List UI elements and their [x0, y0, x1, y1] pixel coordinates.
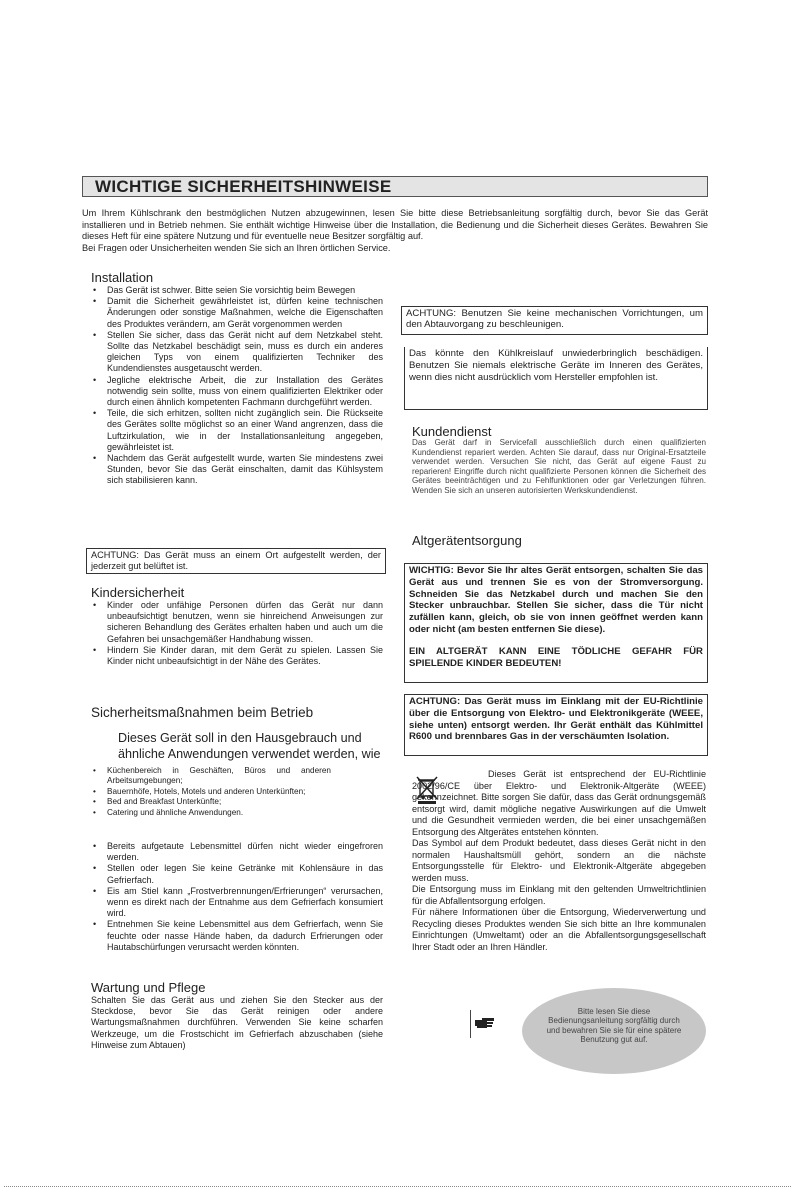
weee-paragraph: Das Symbol auf dem Produkt bedeutet, dass dieses Gerät nicht in den normalen Haushaltsmüll gehört, sondern an die nächste Entsorgungsstelle für Elektro- und Elektronik-Altgeräte abgegeben werden muss.: [412, 838, 706, 883]
list-item: • Stellen Sie sicher, dass das Gerät nicht auf dem Netzkabel steht. Sollte das Netzkabel beschädigt sein, muss es durch ein anderes gleichen Typs von einem qualifizierten Techniker des Kundendienstes ausgetauscht werden.: [91, 330, 383, 375]
list-item: • Bed and Breakfast Unterkünfte;: [91, 797, 331, 807]
kundendienst-heading: Kundendienst: [412, 424, 492, 439]
installation-heading: Installation: [91, 270, 154, 285]
pointing-hand-icon: [474, 1016, 496, 1030]
uses-list: [91, 766, 331, 818]
list-item: • Kinder oder unfähige Personen dürfen das Gerät nur dann unbeaufsichtigt benutzen, wenn sie hinreichend Anweisungen zur sicheren Behandlung des Gerätes erhalten haben und auch um die Gefahren bei unsachgemäßer Handhabung wissen.: [91, 600, 383, 645]
list-item: • Eis am Stiel kann „Frostverbrennungen/Erfrierungen“ verursachen, wenn es direkt nach der Entnahme aus dem Gefrierfach konsumiert wird.: [91, 886, 383, 920]
divider: [470, 1010, 471, 1038]
intro-paragraph: Um Ihrem Kühlschrank den bestmöglichen Nutzen abzugewinnen, lesen Sie bitte diese Betriebsanleitung sorgfältig durch, bevor Sie das Gerät installieren und in Betrieb nehmen. Sie enthält wichtige Hinweise über die Installation, die Bedienung und die Sicherheit dieses Gerätes. Bewahren Sie dieses Heft für eine spätere Nutzung und für eventuelle neue Besitzer sorgfältig auf.: [82, 208, 708, 242]
intro-text: [82, 208, 708, 254]
intro-paragraph: Bei Fragen oder Unsicherheiten wenden Sie sich an Ihren örtlichen Service.: [82, 242, 391, 253]
betrieb-list: [91, 841, 383, 953]
weee-paragraph: Für nähere Informationen über die Entsorgung, Wiederverwertung und Recycling dieses Produktes wenden Sie sich bitte an Ihre kommunalen Einrichtungen (Umweltamt) oder an die Abfallentsorgungsgesellschaft Ihrer Stadt oder an Ihren Händler.: [412, 907, 706, 952]
betrieb-lead: Dieses Gerät soll in den Hausgebrauch und ähnliche Anwendungen verwendet werden, wie: [118, 731, 381, 761]
list-item: • Bauernhöfe, Hotels, Motels und anderen Unterkünften;: [91, 787, 331, 797]
list-item: • Teile, die sich erhitzen, sollten nicht zugänglich sein. Die Rückseite des Gerätes sollte möglichst so an einer Wand angrenzen, dass die Luftzirkulation, wie in der Installationsanleitung angegeben, gewährleistet ist.: [91, 408, 383, 453]
betrieb-heading: Sicherheitsmaßnahmen beim Betrieb: [91, 705, 314, 720]
altgeraet-warnung: WICHTIG: Bevor Sie Ihr altes Gerät entsorgen, schalten Sie das Gerät aus und trennen Sie es von der Stromversorgung. Schneiden Sie das Netzkabel durch und machen Sie den Stecker unbrauchbar. Stellen Sie sicher, dass die Tür nicht zufällen kann, gleich, ob sie von innen geöffnet werden kann oder nicht (am besten entfernen Sie diese).: [409, 565, 703, 635]
altgeraet-box: [404, 563, 708, 683]
list-item: • Nachdem das Gerät aufgestellt wurde, warten Sie mindestens zwei Stunden, bevor Sie das Gerät einschalten, damit das Kühlsystem sich stabilisieren kann.: [91, 453, 383, 487]
altgeraet-heading: Altgerätentsorgung: [412, 533, 522, 548]
weee-intro: Dieses Gerät ist entsprechend der EU-Richtlinie 2002/96/CE über Elektro- und Elektronik-Altgeräte (WEEE) gekennzeichnet. Bitte sorgen Sie dafür, dass das Gerät ordnungsgemäß entsorgt wird, damit mögliche negative Auswirkungen auf die Umwelt und die Gesundheit vermieden werden, die bei einer unsachgemäßen Entsorgung des Altgerätes entstehen könnten.: [412, 769, 706, 837]
hint-ellipse: Bitte lesen Sie diese Bedienungsanleitung sorgfältig durch und bewahren Sie sie für eine spätere Benutzung gut auf.: [522, 988, 706, 1074]
kinder-heading: Kindersicherheit: [91, 585, 185, 600]
wartung-heading: Wartung und Pflege: [91, 980, 206, 995]
achtung-location-box: ACHTUNG: Das Gerät muss an einem Ort aufgestellt werden, der jederzeit gut belüftet ist.: [86, 548, 386, 574]
kinder-list: [91, 600, 383, 667]
eu-richtlinie-box: ACHTUNG: Das Gerät muss im Einklang mit der EU-Richtlinie über die Entsorgung von Elektro- und Elektronikgeräte (WEEE, siehe unten) entsorgt werden. Ihr Gerät enthält das Kühlmittel R600 und brennbares Gas in der verschäumten Isolation.: [404, 694, 708, 756]
list-item: • Bereits aufgetaute Lebensmittel dürfen nicht wieder eingefroren werden.: [91, 841, 383, 863]
kundendienst-text: Das Gerät darf in Servicefall ausschließlich durch einen qualifizierten Kundendienst repariert werden. Achten Sie darauf, dass nur Original-Ersatzteile verwendet werden. Versuchen Sie nicht, das Gerät auf eigene Faust zu reparieren! Eingriffe durch nicht qualifizierte Personen können die Sicherheit des Gerätes beeinträchtigen und zu Fehlfunktionen oder gar Verletzungen führen. Wenden Sie sich an unseren autorisierten Werkskundendienst.: [412, 438, 706, 495]
bottom-dotted-line: [4, 1186, 791, 1187]
list-item: • Hindern Sie Kinder daran, mit dem Gerät zu spielen. Lassen Sie Kinder nicht unbeaufsichtigt in der Nähe des Gerätes.: [91, 645, 383, 667]
altgeraet-gefahr: EIN ALTGERÄT KANN EINE TÖDLICHE GEFAHR FÜR SPIELENDE KINDER BEDEUTEN!: [409, 645, 703, 669]
list-item: • Stellen oder legen Sie keine Getränke mit Kohlensäure in das Gefrierfach.: [91, 863, 383, 885]
list-item: • Küchenbereich in Geschäften, Büros und anderen Arbeitsumgebungen;: [91, 766, 331, 787]
page-title: WICHTIGE SICHERHEITSHINWEISE: [82, 176, 708, 197]
list-item: • Catering und ähnliche Anwendungen.: [91, 808, 331, 818]
list-item: • Das Gerät ist schwer. Bitte seien Sie vorsichtig beim Bewegen: [91, 285, 383, 296]
weee-text: [412, 769, 706, 953]
list-item: • Damit die Sicherheit gewährleistet ist, dürfen keine technischen Änderungen oder sonstige Maßnahmen, welche die Eigenschaften des Produktes verändern, am Gerät vorgenommen werden: [91, 296, 383, 330]
wartung-text: Schalten Sie das Gerät aus und ziehen Sie den Stecker aus der Steckdose, bevor Sie das Gerät reinigen oder andere Wartungsmaßnahmen durchführen. Verwenden Sie keine scharfen Werkzeuge, um die Frostschicht im Gefrierfach abzuschaben (siehe Hinweise zum Abtauen): [91, 995, 383, 1050]
installation-list: [91, 285, 383, 487]
weee-paragraph: Die Entsorgung muss im Einklang mit den geltenden Umweltrichtlinien für die Abfallentsorgung erfolgen.: [412, 884, 706, 906]
list-item: • Jegliche elektrische Arbeit, die zur Installation des Gerätes notwendig sein sollte, muss von einem qualifizierten Elektriker oder durch einen ähnlich kompetenten Fachmann durchgeführt werden.: [91, 375, 383, 409]
achtung-mech-box: ACHTUNG: Benutzen Sie keine mechanischen Vorrichtungen, um den Abtauvorgang zu beschleunigen.: [401, 306, 708, 335]
kuehlkreis-box: Das könnte den Kühlkreislauf unwiederbringlich beschädigen. Benutzen Sie niemals elektrische Geräte im Inneren des Gerätes, wenn dies nicht ausdrücklich vom Hersteller empfohlen ist.: [404, 347, 708, 410]
list-item: • Entnehmen Sie keine Lebensmittel aus dem Gefrierfach, wenn Sie feuchte oder nasse Hände haben, da dadurch Erfrierungen oder Hautabschürfungen verursacht werden könnten.: [91, 919, 383, 953]
